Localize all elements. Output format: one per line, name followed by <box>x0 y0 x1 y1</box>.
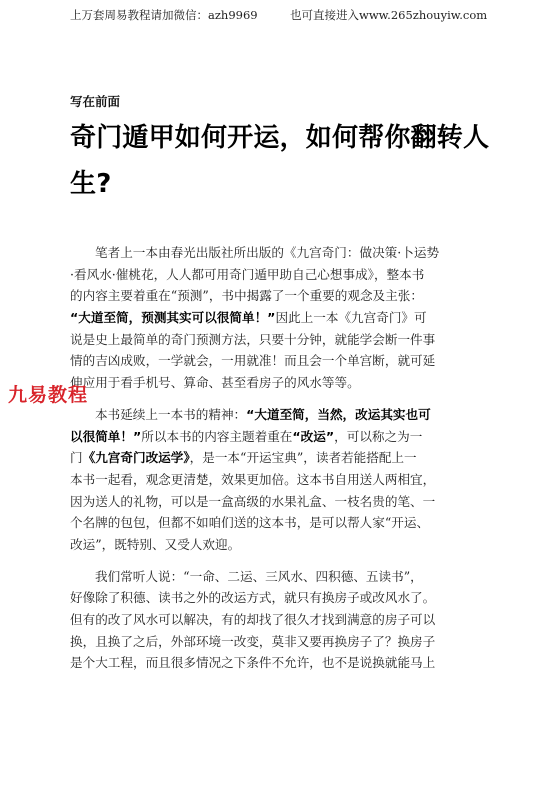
bold-quote: “大道至简，预测其实可以很简单！” <box>70 310 276 326</box>
text-span: ，是一本“开运宝典”，读者若能搭配上一 <box>189 450 417 466</box>
text-line: 情的吉凶成败，一学就会，一用就准！而且会一个单宫断，就可延 <box>70 353 436 369</box>
bold-quote: 以很简单！” <box>70 428 142 444</box>
bold-book-title: 《九宫奇门改运学》 <box>82 450 190 466</box>
text-line: 笔者上一本由春光出版社所出版的《九宫奇门：做决策·卜运势 <box>95 245 440 260</box>
text-line: 换，且换了之后，外部环境一改变，莫非又要再换房子了？换房子 <box>70 633 436 649</box>
paragraph-1 <box>70 242 492 394</box>
header-website-text: 也可直接进入www.265zhouyiw.com <box>290 8 488 22</box>
paragraph-2 <box>70 404 492 556</box>
text-line: 改运”，既特别、又受人欢迎。 <box>70 536 241 552</box>
text-span: 门 <box>70 450 83 466</box>
page-header <box>0 0 559 26</box>
header-wechat-text: 上万套周易教程请加微信：azh9969 <box>70 8 258 22</box>
text-line: 我们常听人说：“一命、二运、三风水、四积德、五读书”， <box>95 568 423 584</box>
page-title <box>70 115 495 207</box>
text-line: 伸应用于看手机号、算命、甚至看房子的风水等等。 <box>70 375 360 391</box>
text-line: ·看风水·催桃花，人人都可用奇门遁甲助自己心想事成》，整本书 <box>70 266 425 282</box>
bold-quote: “改运” <box>292 428 335 444</box>
text-span: ，可以称之为一 <box>334 428 423 444</box>
section-label: 写在前面 <box>70 94 121 109</box>
text-line: 说是史上最简单的奇门预测方法，只要十分钟，就能学会断一件事 <box>70 331 436 347</box>
paragraph-3 <box>70 566 492 674</box>
text-line <box>70 404 492 426</box>
body-text <box>70 242 492 674</box>
text-line <box>70 426 492 448</box>
text-line: 因为送人的礼物，可以是一盒高级的水果礼盒、一枝名贵的笔、一 <box>70 493 436 509</box>
bold-quote: “大道至简，当然，改运其实也可 <box>246 406 431 422</box>
text-line: 本书一起看，观念更清楚，效果更加倍。这本书自用送人两相宜， <box>70 471 436 487</box>
text-span: 所以本书的内容主题着重在 <box>141 428 293 444</box>
watermark-logo: 九易教程 <box>8 384 89 406</box>
text-line: 好像除了积德、读书之外的改运方式，就只有换房子或改风水了。 <box>70 590 436 606</box>
text-line: 的内容主要着重在“预测”，书中揭露了一个重要的观念及主张： <box>70 288 423 304</box>
text-span: 本书延续上一本书的精神： <box>95 406 247 422</box>
text-line: 是个大工程，而且很多情况之下条件不允许，也不是说换就能马上 <box>70 655 436 671</box>
text-line <box>70 447 492 469</box>
text-line <box>70 307 492 329</box>
text-line: 个名牌的包包，但都不如咱们送的这本书，是可以帮人家“开运、 <box>70 515 430 531</box>
text-line: 但有的改了风水可以解决，有的却找了很久才找到满意的房子可以 <box>70 612 436 627</box>
title-line-1: 奇门遁甲如何开运，如何帮你翻转人 <box>70 123 490 153</box>
title-line-2: 生? <box>70 169 112 199</box>
text-span: 因此上一本《九宫奇门》可 <box>275 310 427 326</box>
